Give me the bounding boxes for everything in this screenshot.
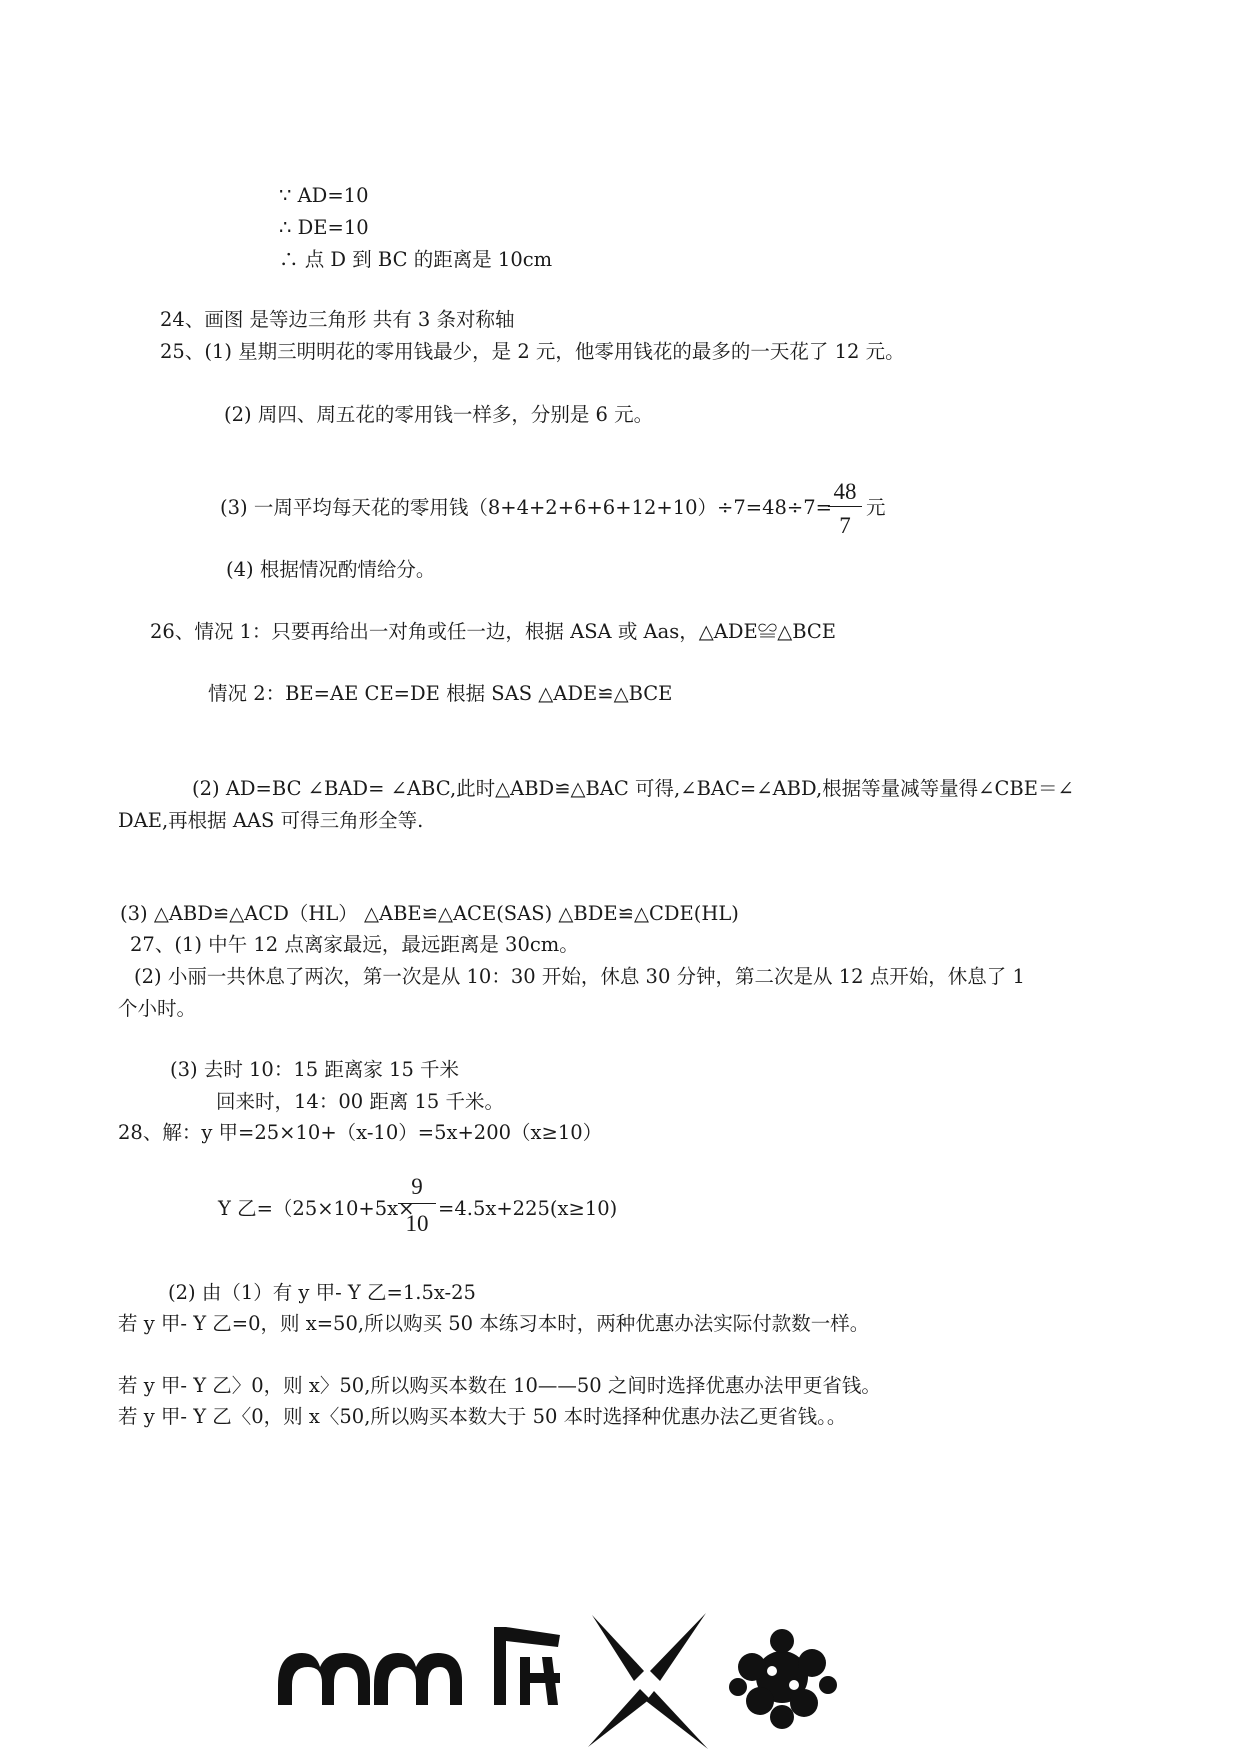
text-line: (3) 一周平均每天花的零用钱（8+4+2+6+6+12+10）÷7=48÷7= [220, 496, 832, 519]
fraction-bar [398, 1203, 436, 1204]
text-line: 情况 2：BE=AE CE=DE 根据 SAS △ADE≌△BCE [208, 682, 673, 705]
decorative-pattern-figures [262, 1605, 862, 1754]
text-line: (3) △ABD≌△ACD（HL） △ABE≌△ACE(SAS) △BDE≌△CDE(HL) [120, 902, 739, 925]
fraction-denominator: 7 [839, 513, 851, 538]
text-line: (2) 周四、周五花的零用钱一样多，分别是 6 元。 [224, 403, 654, 426]
text-line: (2) 由（1）有 y 甲- Y 乙=1.5x-25 [168, 1281, 476, 1304]
text-line: 28、解：y 甲=25×10+（x-10）=5x+200（x≥10） [118, 1121, 603, 1144]
text-line: ∵ AD=10 [279, 184, 369, 207]
text-line: 27、(1) 中午 12 点离家最远，最远距离是 30cm。 [130, 933, 579, 956]
text-line: Y 乙=（25×10+5x× [218, 1197, 415, 1220]
text-line: 若 y 甲- Y 乙〉0，则 x〉50,所以购买本数在 10——50 之间时选择优惠办法甲更省钱。 [118, 1374, 881, 1397]
text-line: (4) 根据情况酌情给分。 [226, 558, 436, 581]
text-line: 25、(1) 星期三明明花的零用钱最少，是 2 元，他零用钱花的最多的一天花了 12 元。 [160, 340, 905, 363]
text-line: (3) 去时 10：15 距离家 15 千米 [170, 1058, 460, 1081]
text-line: 元 [866, 496, 886, 519]
text-line: 若 y 甲- Y 乙=0，则 x=50,所以购买 50 本练习本时，两种优惠办法实际付款数一样。 [118, 1312, 870, 1335]
text-line: 若 y 甲- Y 乙〈0，则 x〈50,所以购买本数大于 50 本时选择种优惠办法乙更省钱。。 [118, 1405, 847, 1428]
text-line: 个小时。 [118, 997, 197, 1020]
text-line: (2) 小丽一共休息了两次，第一次是从 10：30 开始，休息 30 分钟，第二次是从 12 点开始，休息了 1 [134, 965, 1025, 988]
text-line: DAE,再根据 AAS 可得三角形全等. [118, 809, 424, 832]
text-line: 回来时，14：00 距离 15 千米。 [216, 1090, 505, 1113]
text-line: (2) AD=BC ∠BAD= ∠ABC,此时△ABD≌△BAC 可得,∠BAC=∠ABD,根据等量减等量得∠CBE＝∠ [192, 777, 1074, 800]
fraction-numerator: 9 [411, 1174, 423, 1199]
text-line: ∴ 点 D 到 BC 的距离是 10cm [279, 248, 553, 271]
fraction-bar [828, 506, 862, 507]
text-line: ∴ DE=10 [279, 216, 369, 239]
fraction-numerator: 48 [833, 479, 857, 504]
text-line: =4.5x+225(x≥10) [438, 1197, 618, 1220]
text-line: 26、情况 1：只要再给出一对角或任一边，根据 ASA 或 Aas，△ADE≌△BCE [150, 620, 837, 643]
text-line: 24、画图 是等边三角形 共有 3 条对称轴 [160, 308, 515, 331]
fraction-denominator: 10 [405, 1211, 429, 1236]
